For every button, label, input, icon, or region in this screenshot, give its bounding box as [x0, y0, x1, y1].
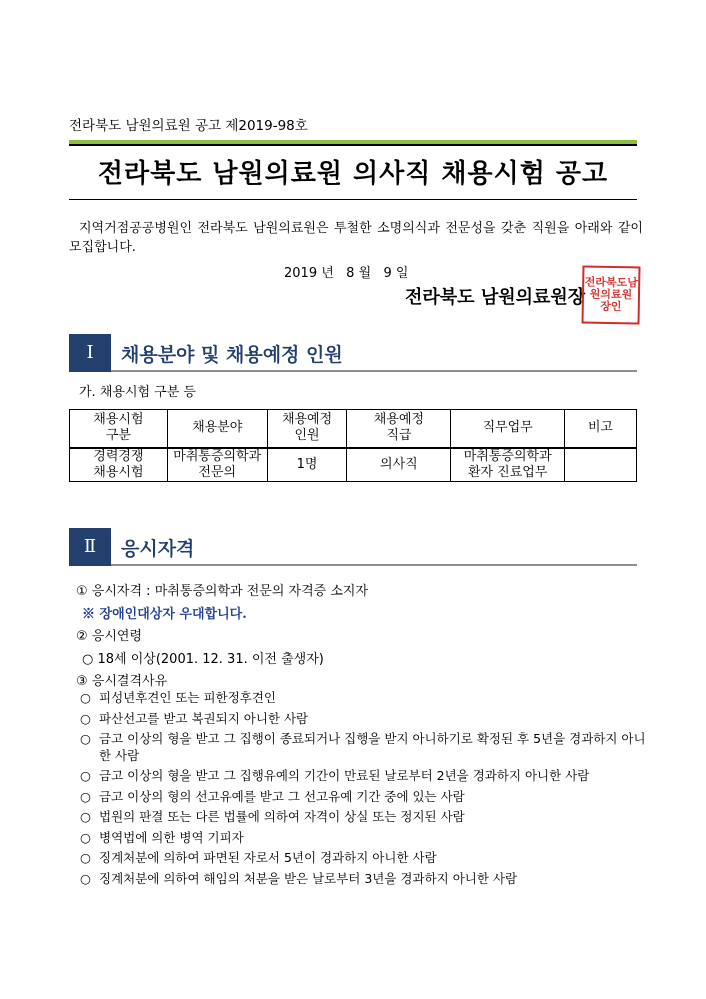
list-item	[80, 711, 650, 728]
table-header-cell: 채용예정 인원	[267, 410, 347, 448]
table-header-cell: 채용분야	[167, 410, 267, 448]
item-number: ①	[76, 584, 88, 599]
page-title: 전라북도 남원의료원 의사직 채용시험 공고	[97, 159, 609, 189]
section-1-header	[69, 334, 637, 372]
list-item	[80, 768, 650, 785]
table-header-cell: 직무업무	[451, 410, 565, 448]
intro-paragraph: 지역거점공공병원인 전라북도 남원의료원은 투철한 소명의식과 전문성을 갖춘 직원을 아래와 같이 모집합니다.	[69, 221, 643, 255]
table-header-row	[70, 410, 637, 448]
section-2-number: Ⅱ	[69, 528, 111, 566]
bullet-icon: ○	[80, 731, 91, 746]
table-header-cell: 비고	[565, 410, 637, 448]
table-cell: 1명	[267, 448, 347, 482]
section-2-title: 응시자격	[121, 538, 195, 560]
age-text: 18세 이상(2001. 12. 31. 이전 출생자)	[97, 652, 324, 667]
table-row	[70, 448, 637, 482]
seal-text: 전라북도남 원의료원 장인	[584, 275, 638, 314]
bullet-icon: ○	[80, 788, 91, 804]
age-heading	[76, 625, 142, 644]
list-item-text: 법원의 판결 또는 다른 법률에 의하여 자격이 상실 또는 정지된 사람	[99, 809, 465, 824]
list-item-text: 징계처분에 의하여 해임의 처분을 받은 날로부터 3년을 경과하지 아니한 사람	[99, 870, 518, 886]
table-cell	[565, 448, 637, 482]
table-header-cell: 채용시험 구분	[70, 410, 168, 448]
item-number: ②	[76, 629, 88, 644]
issuer-name: 전라북도 남원의료원장	[405, 287, 586, 308]
list-item	[80, 871, 650, 888]
list-item-text: 금고 이상의 형을 받고 그 집행유예의 기간이 만료된 날로부터 2년을 경과하지 아니한 사람	[99, 768, 590, 783]
disqualification-heading	[76, 670, 167, 689]
table-header-cell: 채용예정 직급	[347, 410, 451, 448]
title-rule-black	[69, 144, 637, 146]
list-item-text: 파산선고를 받고 복권되지 아니한 사람	[99, 710, 309, 726]
section-1-number: Ⅰ	[69, 334, 111, 372]
list-item-text: 금고 이상의 형을 받고 그 집행이 종료되거나 집행을 받지 아니하기로 확정된 후 5년을 경과하지 아니한 사람	[99, 731, 646, 763]
table-cell: 의사직	[347, 448, 451, 482]
bullet-icon: ○	[82, 652, 94, 667]
list-item	[80, 789, 650, 806]
bullet-icon: ○	[80, 690, 91, 705]
table-cell: 마취통증의학과 전문의	[167, 448, 267, 482]
item-label: 응시연령	[91, 629, 143, 644]
item-label: 응시자격 :	[91, 584, 151, 599]
list-item	[80, 731, 650, 764]
bullet-icon: ○	[80, 870, 91, 886]
section-2-header	[69, 528, 637, 566]
list-item	[80, 830, 650, 847]
section-2-underline	[111, 564, 637, 566]
item-number: ③	[76, 674, 88, 689]
age-requirement	[82, 648, 324, 667]
notice-number: 전라북도 남원의료원 공고 제2019-98호	[69, 118, 308, 134]
list-item-text: 피성년후견인 또는 피한정후견인	[99, 690, 276, 705]
preference-note: ※ 장애인대상자 우대합니다.	[82, 607, 247, 622]
disqualification-list	[80, 690, 650, 891]
list-item-text: 병역법에 의한 병역 기피자	[99, 829, 244, 845]
section-1-subheading: 가. 채용시험 구분 등	[79, 385, 196, 400]
table-cell: 마취통증의학과 환자 진료업무	[451, 448, 565, 482]
list-item	[80, 690, 650, 707]
section-1-underline	[111, 370, 637, 372]
list-item	[80, 850, 650, 867]
bullet-icon: ○	[80, 768, 91, 783]
notice-date: 2019 년 8 월 9 일	[284, 266, 409, 281]
bullet-icon: ○	[80, 710, 91, 726]
title-rule-bottom	[69, 199, 637, 200]
list-item-text: 금고 이상의 형의 선고유예를 받고 그 선고유예 기간 중에 있는 사람	[99, 788, 465, 804]
bullet-icon: ○	[80, 809, 91, 824]
bullet-icon: ○	[80, 829, 91, 845]
section-1-title: 채용분야 및 채용예정 인원	[121, 344, 343, 366]
bullet-icon: ○	[80, 850, 91, 865]
item-label: 응시결격사유	[91, 674, 168, 689]
official-seal	[581, 265, 640, 324]
table-cell: 경력경쟁 채용시험	[70, 448, 168, 482]
item-value: 마취통증의학과 전문의 자격증 소지자	[154, 584, 369, 599]
list-item-text: 징계처분에 의하여 파면된 자로서 5년이 경과하지 아니한 사람	[99, 850, 437, 865]
recruitment-table	[69, 409, 637, 482]
list-item	[80, 809, 650, 826]
qualification-item	[76, 580, 368, 599]
